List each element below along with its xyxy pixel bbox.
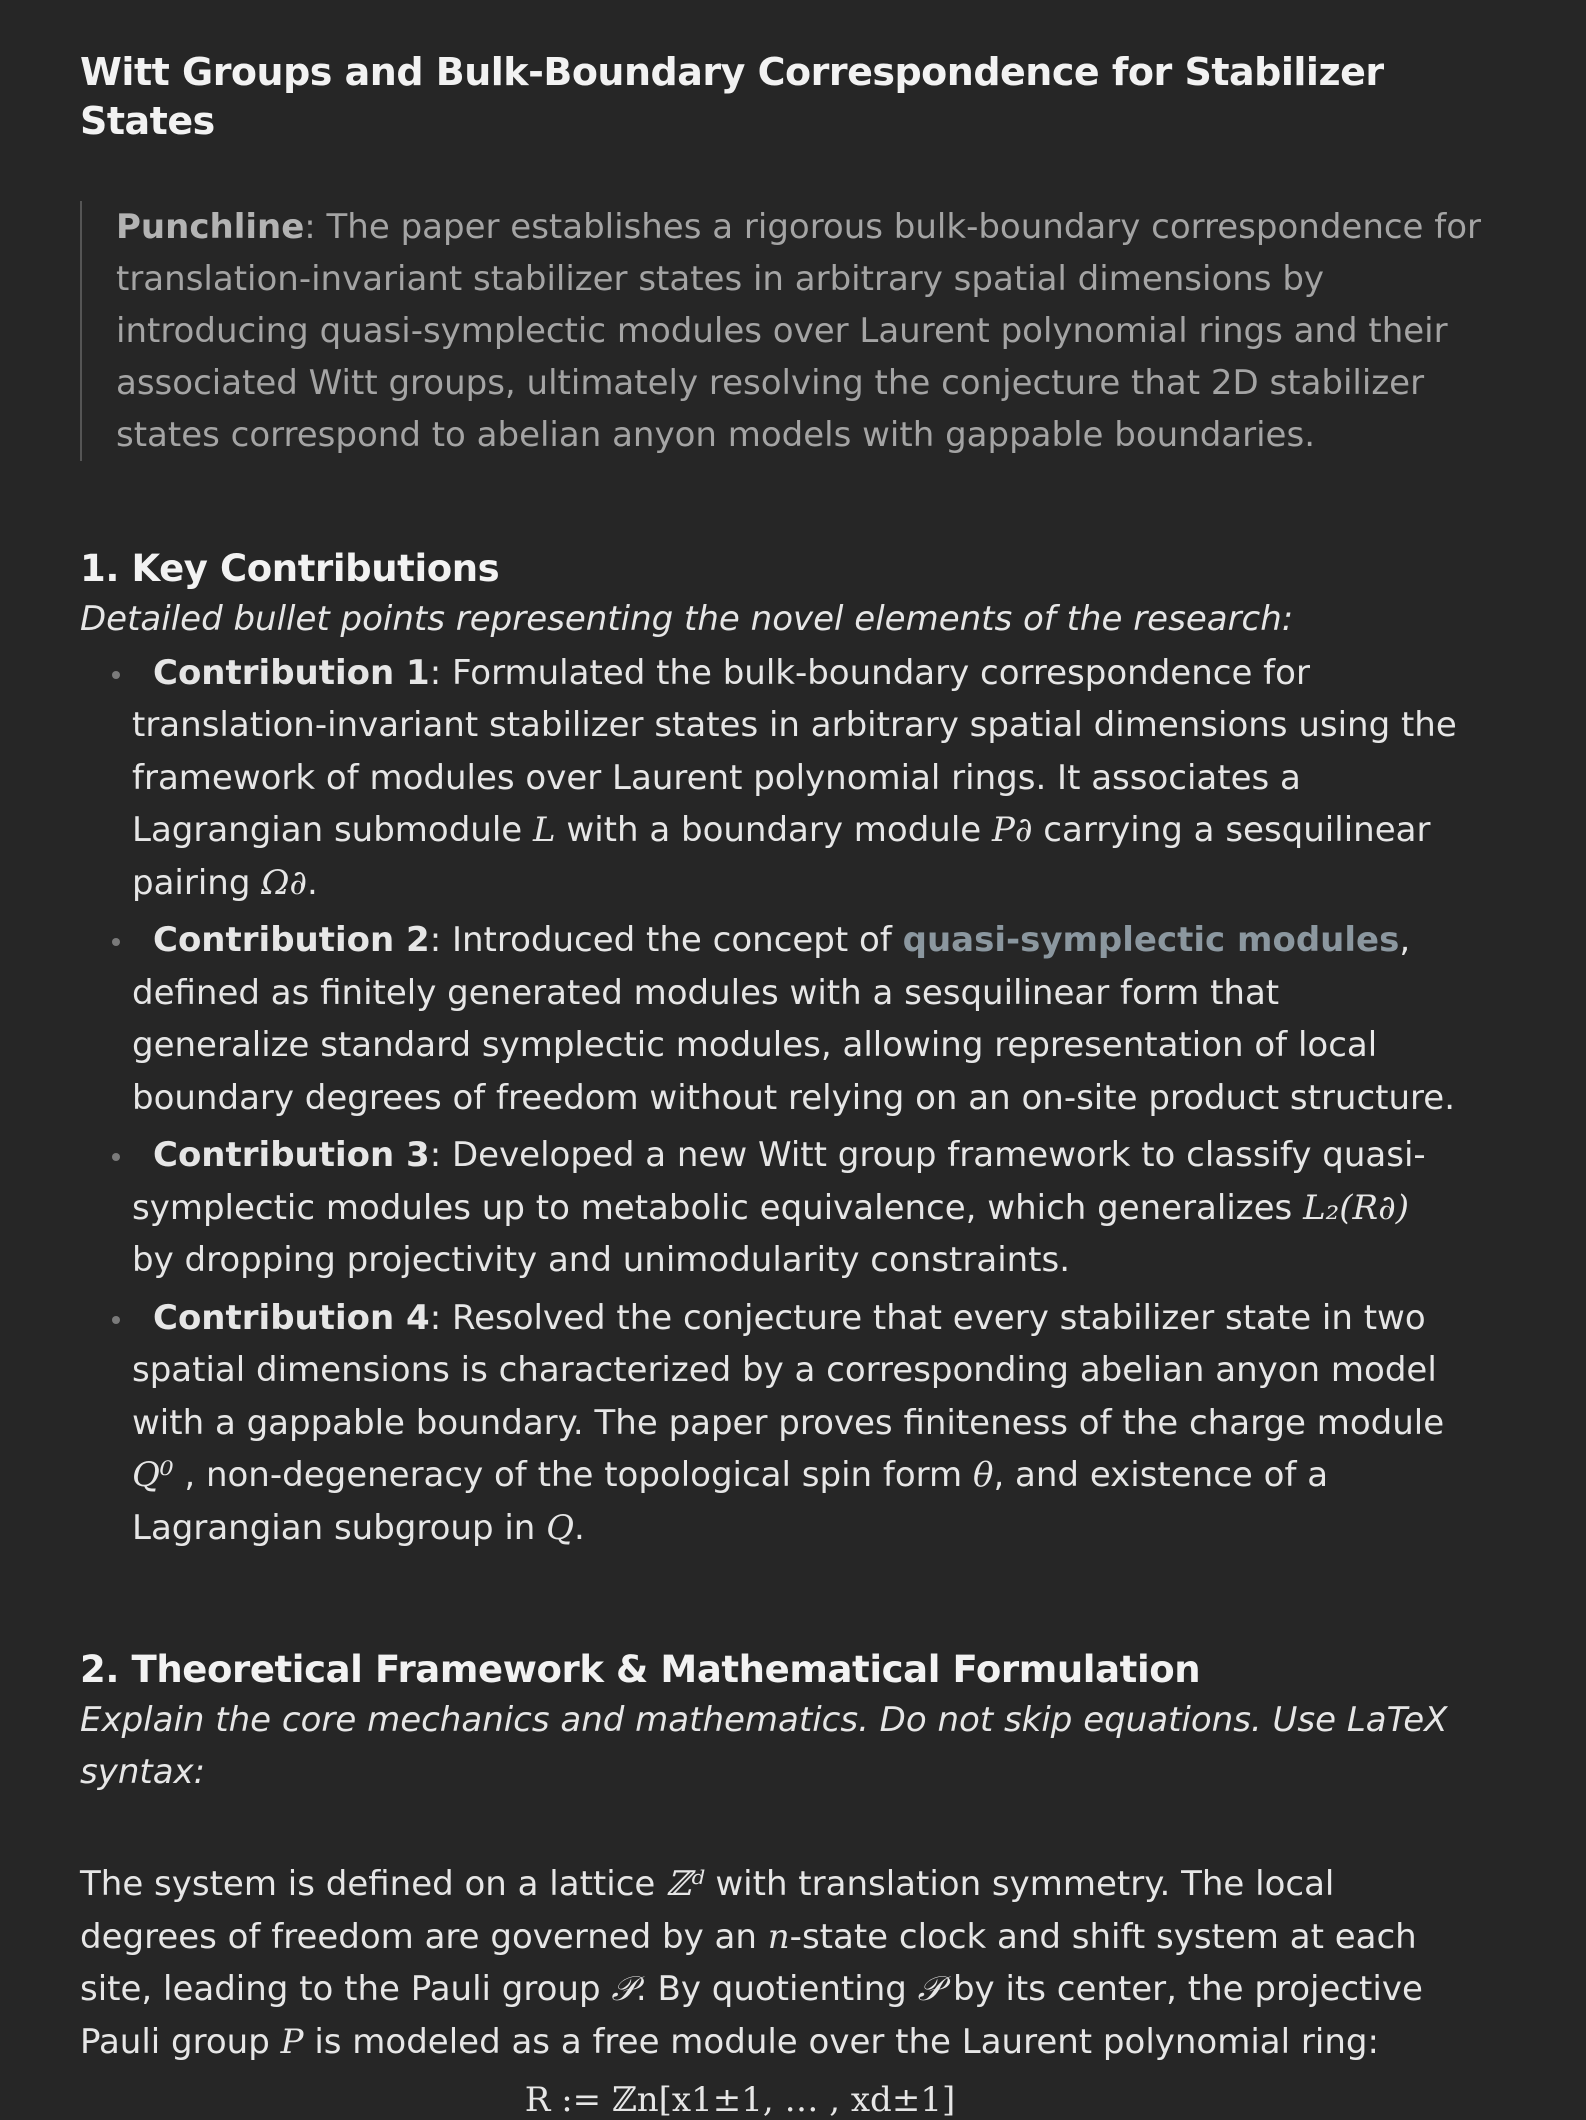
paragraph-text: by its center, the projective Pauli group xyxy=(80,1969,1423,2062)
math-inline: 𝒫 xyxy=(917,1969,943,2010)
section-subtitle: Explain the core mechanics and mathematics. Do not skip equations. Use LaTeX syntax: xyxy=(80,1700,1448,1793)
contribution-label: Contribution 4 xyxy=(153,1297,430,1338)
contribution-text: : Introduced the concept of xyxy=(429,920,903,961)
math-inline: P∂ xyxy=(992,810,1033,851)
section-key-contributions xyxy=(80,545,1460,1555)
display-equation: R := ℤn[x1±1, … , xd±1] xyxy=(524,2080,956,2120)
list-item xyxy=(132,1292,1460,1555)
list-item xyxy=(132,647,1460,910)
math-inline: θ xyxy=(972,1455,994,1496)
punchline-quote xyxy=(80,201,1516,461)
paragraph-text: . By quotienting xyxy=(635,1969,918,2010)
contribution-label: Contribution 1 xyxy=(153,652,430,693)
contribution-text: carrying a sesquilinear pairing xyxy=(132,810,1431,903)
section-heading: 1. Key Contributions xyxy=(80,546,500,590)
math-inline: P xyxy=(280,2021,304,2062)
math-inline: n xyxy=(767,1916,790,1957)
math-inline: Q⁰ xyxy=(132,1455,174,1496)
contribution-text: . xyxy=(574,1507,585,1548)
contribution-text: with a boundary module xyxy=(555,810,993,851)
punchline-text: : The paper establishes a rigorous bulk-boundary correspondence for translation-invariant stabilizer states in arbitrary spatial dimensions by introducing quasi-symplectic modules over Laurent polynomial rings and their associated Witt groups, ultimately resolving the conjecture that 2D stabilizer states correspond to abelian anyon models with gappable boundaries. xyxy=(116,206,1482,455)
contribution-label: Contribution 3 xyxy=(153,1135,430,1176)
contribution-text: , defined as finitely generated modules with a sesquilinear form that generalize standard symplectic modules, allowing representation of local boundary degrees of freedom without relying on an on-site product structure. xyxy=(132,920,1455,1118)
list-item xyxy=(132,914,1460,1124)
contribution-label: Contribution 2 xyxy=(153,920,430,961)
paragraph-text: The system is defined on a lattice xyxy=(80,1864,667,1905)
paragraph-text: is modeled as a free module over the Laurent polynomial ring: xyxy=(303,2021,1379,2062)
math-inline: 𝒫 xyxy=(611,1969,636,2010)
punchline-label: Punchline xyxy=(116,206,305,247)
contribution-text: : Developed a new Witt group framework to classify quasi-symplectic modules up to metabolic equivalence, which generalizes xyxy=(132,1135,1426,1228)
math-inline: Q xyxy=(546,1507,575,1548)
bullet-icon xyxy=(112,671,120,679)
math-inline: ℤᵈ xyxy=(666,1864,705,1905)
section-theoretical-framework xyxy=(80,1646,1460,2120)
list-item xyxy=(132,1129,1460,1287)
bullet-icon xyxy=(112,1153,120,1161)
math-inline: L xyxy=(533,810,556,851)
term-link[interactable]: quasi-symplectic modules xyxy=(902,920,1400,961)
contribution-text: by dropping projectivity and unimodularity constraints. xyxy=(132,1240,1071,1281)
bullet-icon xyxy=(112,1316,120,1324)
contribution-text: . xyxy=(307,862,318,903)
math-inline: Ω∂ xyxy=(261,862,308,903)
section-subtitle: Detailed bullet points representing the novel elements of the research: xyxy=(80,598,1294,639)
page-title: Witt Groups and Bulk-Boundary Correspondence for Stabilizer States xyxy=(80,50,1384,144)
framework-paragraph xyxy=(80,1858,1460,2068)
contribution-text: , and existence of a Lagrangian subgroup in xyxy=(132,1455,1329,1548)
contribution-text: , non-degeneracy of the topological spin form xyxy=(173,1455,973,1496)
contributions-list xyxy=(80,647,1460,1555)
section-heading: 2. Theoretical Framework & Mathematical Formulation xyxy=(80,1648,1201,1692)
contribution-text: : Resolved the conjecture that every stabilizer state in two spatial dimensions is characterized by a corresponding abelian anyon model with a gappable boundary. The paper proves finiteness of the charge module xyxy=(132,1297,1445,1443)
document xyxy=(80,40,1482,2120)
paragraph-text: -state clock and shift system at each site, leading to the Pauli group xyxy=(80,1916,1417,2010)
paragraph-text: with translation symmetry. The local degrees of freedom are governed by an xyxy=(80,1864,1335,1957)
bullet-icon xyxy=(112,938,120,946)
contribution-text: : Formulated the bulk-boundary correspondence for translation-invariant stabilizer states in arbitrary spatial dimensions using the framework of modules over Laurent polynomial rings. It associates a Lagrangian submodule xyxy=(132,652,1457,851)
math-inline: L₂(R∂) xyxy=(1303,1187,1409,1228)
